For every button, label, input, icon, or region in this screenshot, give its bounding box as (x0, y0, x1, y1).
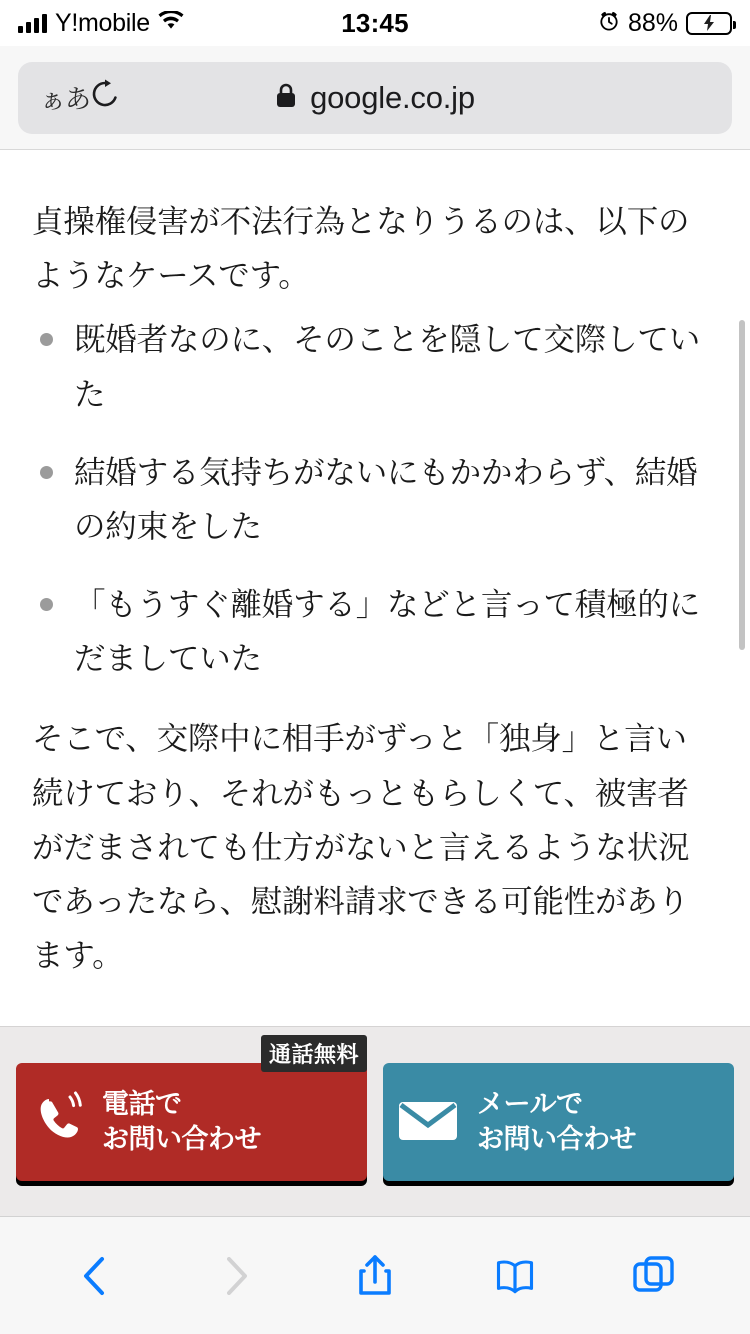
clock-label: 13:45 (341, 7, 409, 38)
page-scrollbar[interactable] (739, 320, 745, 650)
browser-bottom-toolbar (0, 1216, 750, 1334)
alarm-clock-icon (598, 10, 620, 37)
article-body (0, 150, 750, 982)
status-bar-right (598, 9, 732, 38)
mail-contact-label (477, 1087, 636, 1156)
free-call-badge: 通話無料 (261, 1035, 367, 1072)
battery-percent-label: 88% (627, 8, 678, 37)
carrier-label: Y!mobile (55, 8, 150, 37)
envelope-icon (397, 1096, 459, 1147)
contact-cta-bar (0, 1026, 750, 1216)
url-text: google.co.jp (310, 79, 475, 115)
book-icon[interactable] (493, 1253, 537, 1299)
list-item: 「もうすぐ離婚する」などと言って積極的にだましていた (32, 577, 718, 685)
reload-icon[interactable] (90, 79, 120, 116)
mail-line1: メールで (477, 1088, 583, 1119)
chevron-right-icon (213, 1253, 257, 1299)
browser-address-bar (0, 46, 750, 150)
web-page-content[interactable] (0, 150, 750, 1026)
url-display (18, 80, 732, 116)
mail-line2: お問い合わせ (477, 1123, 636, 1154)
phone-icon (30, 1091, 84, 1152)
phone-contact-button[interactable] (16, 1041, 367, 1181)
closing-paragraph: そこで、交際中に相手がずっと「独身」と言い続けており、それがもっともらしくて、被害者がだまされても仕方がないと言えるような状況であったなら、慰謝料請求できる可能性があります。 (32, 720, 690, 974)
bullet-list (32, 312, 718, 685)
lock-icon (275, 82, 297, 114)
mail-contact-button[interactable] (383, 1063, 734, 1181)
phone-line2: お問い合わせ (102, 1123, 261, 1154)
chevron-left-icon[interactable] (74, 1253, 118, 1299)
phone-contact-label (102, 1087, 261, 1156)
battery-charging-icon (686, 12, 732, 35)
phone-line1: 電話で (102, 1088, 182, 1119)
share-icon[interactable] (353, 1253, 397, 1299)
tabs-icon[interactable] (632, 1253, 676, 1299)
url-field[interactable] (18, 62, 732, 134)
list-item: 既婚者なのに、そのことを隠して交際していた (32, 312, 718, 420)
intro-paragraph: 貞操権侵害が不法行為となりうるのは、以下のようなケースです。 (32, 203, 690, 294)
text-size-button[interactable]: ぁあ (40, 84, 91, 114)
status-bar (0, 0, 750, 46)
list-item: 結婚する気持ちがないにもかかわらず、結婚の約束をした (32, 445, 718, 553)
